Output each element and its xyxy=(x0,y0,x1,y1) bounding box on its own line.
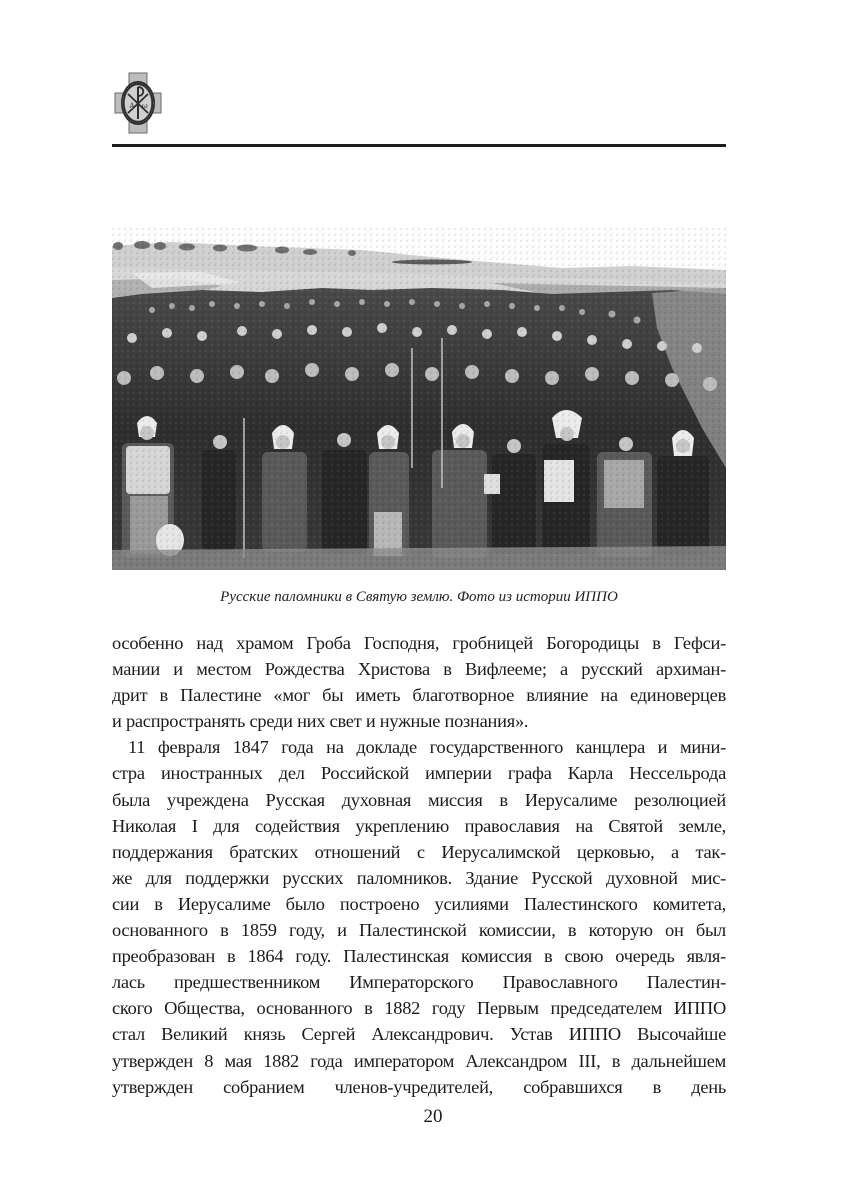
text-line: мании и местом Рождества Христова в Вифлееме; а русский архиман- xyxy=(112,659,726,680)
text-line: утвержден 8 мая 1882 года императором Александром III, в дальнейшем xyxy=(112,1050,726,1071)
paragraph-2 xyxy=(112,734,726,1099)
text-line: и распространять среди них свет и нужные познания». xyxy=(112,711,529,732)
pilgrims-crowd-photo xyxy=(112,228,726,570)
text-line: была учреждена Русская духовная миссия в Иерусалиме резолюцией xyxy=(112,789,726,810)
text-line: 11 февраля 1847 года на докладе государственного канцлера и мини- xyxy=(128,737,726,758)
text-line: ского Общества, основанного в 1882 году Первым председателем ИППО xyxy=(112,998,726,1019)
text-line: поддержания братских отношений с Иерусалимской церковью, а так- xyxy=(112,841,726,862)
text-line: же для поддержки русских паломников. Здание Русской духовной мис- xyxy=(112,867,726,888)
text-line: особенно над храмом Гроба Господня, гробницей Богородицы в Гефси- xyxy=(112,633,726,653)
text-line: основанного в 1859 году, и Палестинской комиссии, в которую он был xyxy=(112,920,726,941)
body-text xyxy=(112,630,726,1100)
text-line: стал Великий князь Сергей Александрович. Устав ИППО Высочайше xyxy=(112,1024,726,1045)
text-line: преобразован в 1864 году. Палестинская комиссия в свою очередь явля- xyxy=(112,946,726,967)
emblem-graphic xyxy=(114,72,162,134)
header-rule xyxy=(112,144,726,147)
omega-letter: ω xyxy=(142,102,148,110)
photo-caption: Русские паломники в Святую землю. Фото из истории ИППО xyxy=(220,589,618,605)
alpha-letter: A xyxy=(129,102,135,110)
ippo-emblem-icon xyxy=(114,72,162,134)
text-line: стра иностранных дел Российской империи графа Карла Нессельрода xyxy=(112,763,726,784)
photo-graphic xyxy=(112,228,726,570)
text-line: дрит в Палестине «мог бы иметь благотворное влияние на единоверцев xyxy=(112,685,726,706)
paragraph-1 xyxy=(112,630,726,734)
text-line: утвержден собранием членов-учредителей, собравшихся в день xyxy=(112,1076,726,1097)
text-line: Николая I для содействия укреплению православия на Святой земле, xyxy=(112,815,726,836)
page-number: 20 xyxy=(423,1106,443,1127)
text-line: лась предшественником Императорского Православного Палестин- xyxy=(112,972,726,993)
text-line: сии в Иерусалиме было построено усилиями Палестинского комитета, xyxy=(112,893,726,914)
